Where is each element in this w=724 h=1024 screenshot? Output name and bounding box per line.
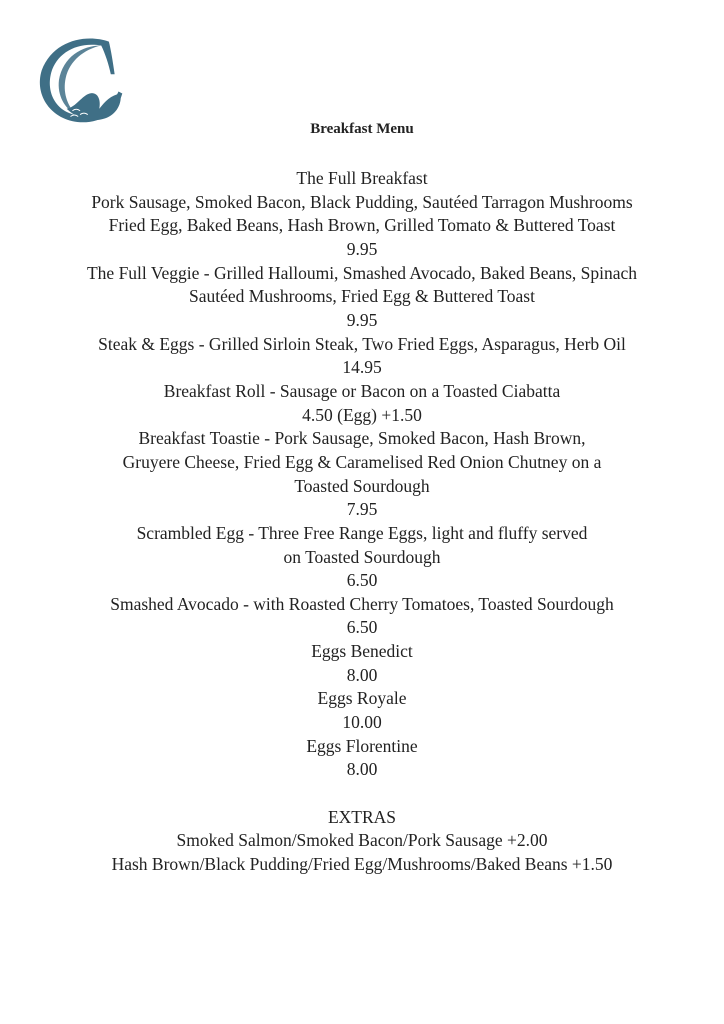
menu-body <box>0 167 724 877</box>
extras-heading: EXTRAS <box>327 806 397 827</box>
menu-item-name: The Full Breakfast <box>296 168 428 188</box>
menu-item-name: Breakfast Toastie - Pork Sausage, Smoked Bacon, Hash Brown, <box>138 428 586 449</box>
menu-item-price: 9.95 <box>346 309 378 330</box>
menu-item-name: Breakfast Roll - Sausage or Bacon on a Toasted Ciabatta <box>163 380 561 401</box>
menu-item-price: 6.50 <box>346 570 378 591</box>
menu-title: Breakfast Menu <box>310 121 414 137</box>
menu-item-price: 4.50 (Egg) +1.50 <box>302 404 422 425</box>
menu-item-name: Eggs Royale <box>317 688 407 709</box>
extras-line: Hash Brown/Black Pudding/Fried Egg/Mushrooms/Baked Beans +1.50 <box>111 854 613 875</box>
menu-item-price: 8.00 <box>346 664 378 685</box>
menu-item-name: Steak & Eggs - Grilled Sirloin Steak, Two Fried Eggs, Asparagus, Herb Oil <box>98 333 626 354</box>
menu-item-description: Pork Sausage, Smoked Bacon, Black Pudding, Sautéed Tarragon Mushrooms <box>91 191 633 212</box>
mermaid-tail-c-icon <box>34 32 130 128</box>
menu-item-price: 8.00 <box>346 759 378 780</box>
menu-item-name: Scrambled Egg - Three Free Range Eggs, light and fluffy served <box>136 522 588 543</box>
menu-item-description: Sautéed Mushrooms, Fried Egg & Buttered Toast <box>189 286 535 307</box>
menu-item-description: Fried Egg, Baked Beans, Hash Brown, Grilled Tomato & Buttered Toast <box>108 215 616 236</box>
spacer <box>0 782 724 806</box>
menu-item-description: Gruyere Cheese, Fried Egg & Caramelised Red Onion Chutney on a <box>122 451 602 472</box>
mermaid-logo <box>34 32 130 128</box>
menu-item-price: 6.50 <box>346 617 378 638</box>
menu-item-name: Eggs Florentine <box>306 735 418 756</box>
menu-item-name: Smashed Avocado - with Roasted Cherry Tomatoes, Toasted Sourdough <box>110 593 614 614</box>
menu-item-price: 7.95 <box>346 499 378 520</box>
menu-item-name: Eggs Benedict <box>311 641 413 662</box>
extras-line: Smoked Salmon/Smoked Bacon/Pork Sausage +2.00 <box>176 830 548 851</box>
menu-item-price: 14.95 <box>342 357 382 378</box>
menu-item-price: 10.00 <box>342 712 382 733</box>
menu-item-price: 9.95 <box>346 238 378 259</box>
menu-item-description: Toasted Sourdough <box>294 475 430 496</box>
menu-item-description: on Toasted Sourdough <box>283 546 441 567</box>
menu-item-name: The Full Veggie - Grilled Halloumi, Smashed Avocado, Baked Beans, Spinach <box>86 262 638 283</box>
